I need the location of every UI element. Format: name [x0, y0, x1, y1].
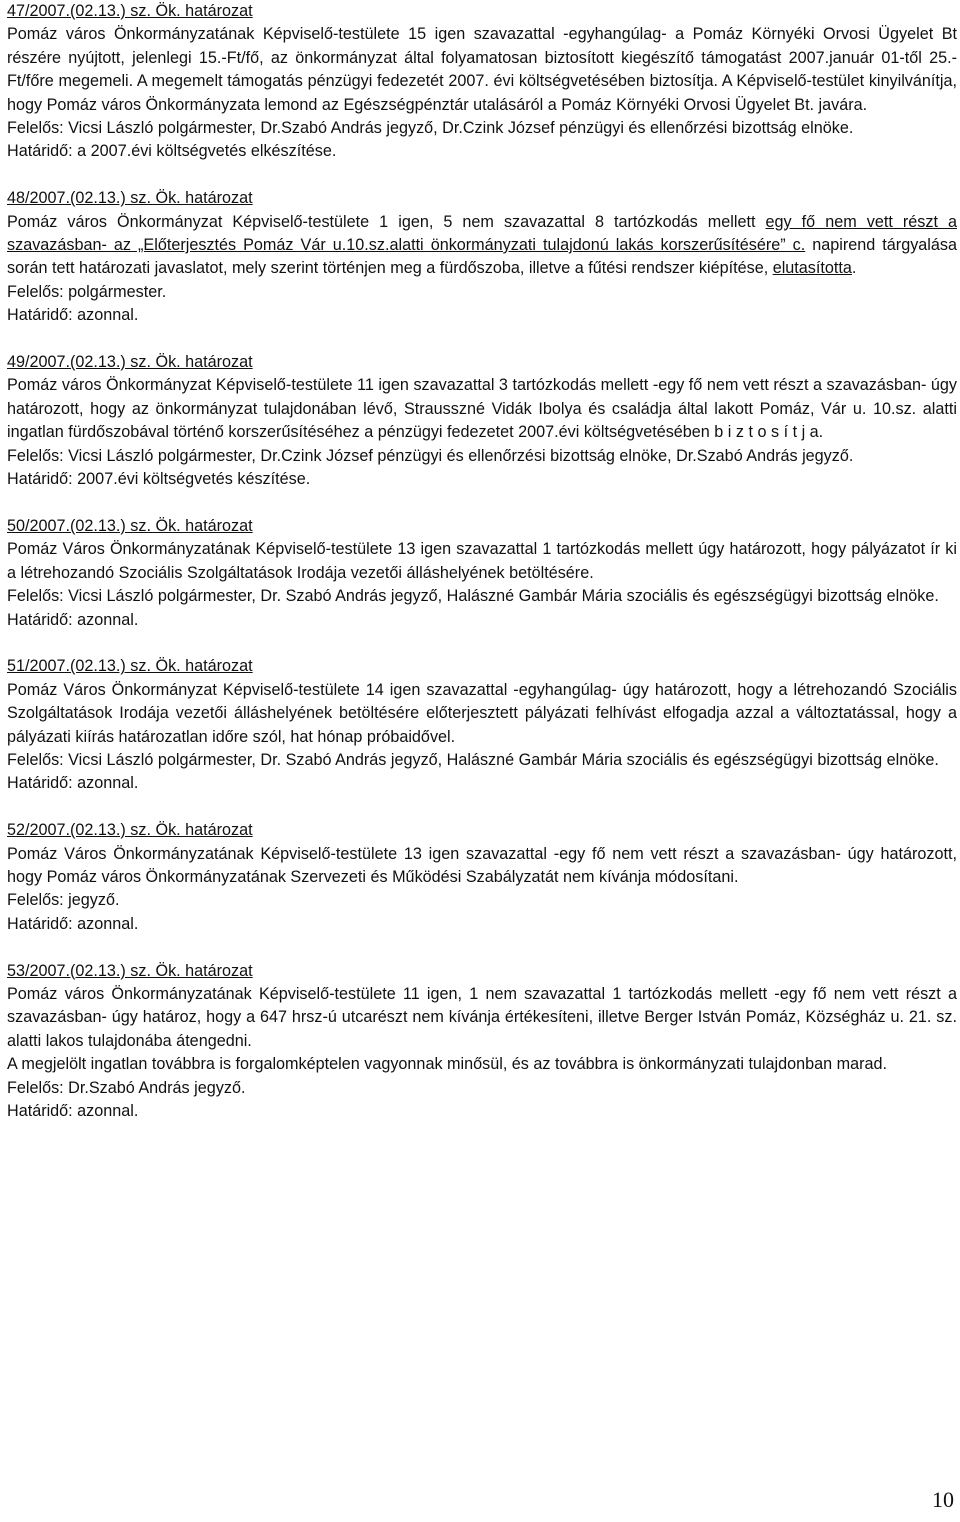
resolution-48 [7, 187, 957, 327]
responsible-person: Felelős: Dr.Szabó András jegyző. [7, 1078, 246, 1097]
resolution-53 [7, 960, 957, 1124]
resolution-50 [7, 515, 957, 632]
resolution-heading: 49/2007.(02.13.) sz. Ök. határozat [7, 353, 253, 372]
deadline: Határidő: azonnal. [7, 306, 139, 325]
resolution-heading: 50/2007.(02.13.) sz. Ök. határozat [7, 516, 253, 535]
deadline: Határidő: azonnal. [7, 914, 139, 933]
resolution-heading: 51/2007.(02.13.) sz. Ök. határozat [7, 657, 253, 676]
resolution-heading: 53/2007.(02.13.) sz. Ök. határozat [7, 961, 253, 980]
resolution-49 [7, 351, 957, 491]
resolution-body: Pomáz város Önkormányzat Képviselő-testülete 11 igen szavazattal 3 tartózkodás mellett -egy fő nem vett részt a szavazásban- úgy határozott, hogy az önkormányzat tulajdonában lévő, Strausszné Vidák Ibolya és családja által lakott Pomáz, Vár u. 10.sz. alatti ingatlan fürdőszobával történő korszerűsítéséhez a pénzügyi fedezetet 2007.évi költségvetésében b i z t o s í t j a. [7, 376, 957, 442]
body-text: Pomáz város Önkormányzat Képviselő-testülete 1 igen, 5 nem szavazattal 8 tartózkodás mellett [7, 212, 766, 231]
deadline: Határidő: azonnal. [7, 774, 139, 793]
responsible-person: Felelős: Vicsi László polgármester, Dr.Szabó András jegyző, Dr.Czink József pénzügyi és ellenőrzési bizottság elnöke. [7, 119, 854, 138]
deadline: Határidő: azonnal. [7, 1102, 139, 1120]
resolution-heading: 47/2007.(02.13.) sz. Ök. határozat [7, 2, 253, 20]
deadline: Határidő: 2007.évi költségvetés készítése. [7, 470, 311, 489]
body-underlined-text: elutasította [772, 259, 852, 278]
resolution-heading: 48/2007.(02.13.) sz. Ök. határozat [7, 189, 253, 208]
resolution-heading: 52/2007.(02.13.) sz. Ök. határozat [7, 821, 253, 840]
deadline: Határidő: azonnal. [7, 610, 139, 629]
resolution-body: Pomáz Város Önkormányzatának Képviselő-testülete 13 igen szavazattal 1 tartózkodás mellett úgy határozott, hogy pályázatot ír ki a létrehozandó Szociális Szolgáltatások Irodája vezetői álláshelyének betöltésére. [7, 540, 957, 582]
resolution-52 [7, 819, 957, 936]
responsible-person: Felelős: Vicsi László polgármester, Dr. Szabó András jegyző, Halászné Gambár Mária szociális és egészségügyi bizottság elnöke. [7, 750, 939, 769]
page-number: 10 [932, 1487, 954, 1512]
resolution-body: Pomáz Város Önkormányzatának Képviselő-testülete 13 igen szavazattal -egy fő nem vett részt a szavazásban- úgy határozott, hogy Pomáz város Önkormányzatának Szervezeti és Működési Szabályzatát nem kívánja módosítani. [7, 844, 957, 886]
deadline: Határidő: a 2007.évi költségvetés elkészítése. [7, 142, 337, 161]
body-underlined-text: egy fő nem vett részt a szavazásban- az „Előterjesztés Pomáz Vár u.10.sz.alatti önkormányzati tulajdonú lakás korszerűsítésére” c. [7, 212, 957, 255]
resolution-body-continued: A megjelölt ingatlan továbbra is forgalomképtelen vagyonnak minősül, és az továbbra is önkormányzati tulajdonban marad. [7, 1055, 888, 1074]
responsible-person: Felelős: Vicsi László polgármester, Dr. Szabó András jegyző, Halászné Gambár Mária szociális és egészségügyi bizottság elnöke. [7, 587, 939, 606]
resolution-body: Pomáz Város Önkormányzat Képviselő-testülete 14 igen szavazattal -egyhangúlag- úgy határozott, hogy a létrehozandó Szociális Szolgáltatások Irodája vezetői álláshelyének betöltésére előterjesztett pályázati felhívást elfogadja azzal a változtatással, hogy a pályázati kiírás határozatlan időre szól, hat hónap próbaidővel. [7, 680, 957, 746]
resolution-body: Pomáz város Önkormányzatának Képviselő-testülete 11 igen, 1 nem szavazattal 1 tartózkodás mellett -egy fő nem vett részt a szavazásban- úgy határoz, hogy a 647 hrsz-ú utcarészt nem kívánja értékesíteni, illetve Berger István Pomáz, Községház u. 21. sz. alatti lakos tulajdonába átengedni. [7, 984, 957, 1050]
responsible-person: Felelős: Vicsi László polgármester, Dr.Czink József pénzügyi és ellenőrzési bizottság elnöke, Dr.Szabó András jegyző. [7, 446, 854, 465]
body-text: . [851, 259, 857, 278]
body-text: napirend tárgyalása során tett határozati javaslatot, mely szerint történjen meg a fürdőszoba, illetve a fűtési rendszer kiépítése, [7, 236, 957, 278]
resolution-51 [7, 655, 957, 795]
resolution-body [7, 211, 957, 281]
document-page [7, 0, 957, 1123]
resolution-body: Pomáz város Önkormányzatának Képviselő-testülete 15 igen szavazattal -egyhangúlag- a Pomáz Környéki Orvosi Ügyelet Bt részére nyújtott, jelenlegi 15.-Ft/fő, az önkormányzat által folyamatosan biztosított kiegészítő támogatást 2007.január 01-től 25.-Ft/főre megemeli. A megemelt támogatás pénzügyi fedezetét 2007. évi költségvetésében biztosítja. A Képviselő-testület kinyilvánítja, hogy Pomáz város Önkormányzata lemond az Egészségpénztár utalásáról a Pomáz Környéki Orvosi Ügyelet Bt. javára. [7, 25, 957, 114]
responsible-person: Felelős: polgármester. [7, 282, 167, 301]
responsible-person: Felelős: jegyző. [7, 891, 120, 910]
resolution-47 [7, 0, 957, 164]
